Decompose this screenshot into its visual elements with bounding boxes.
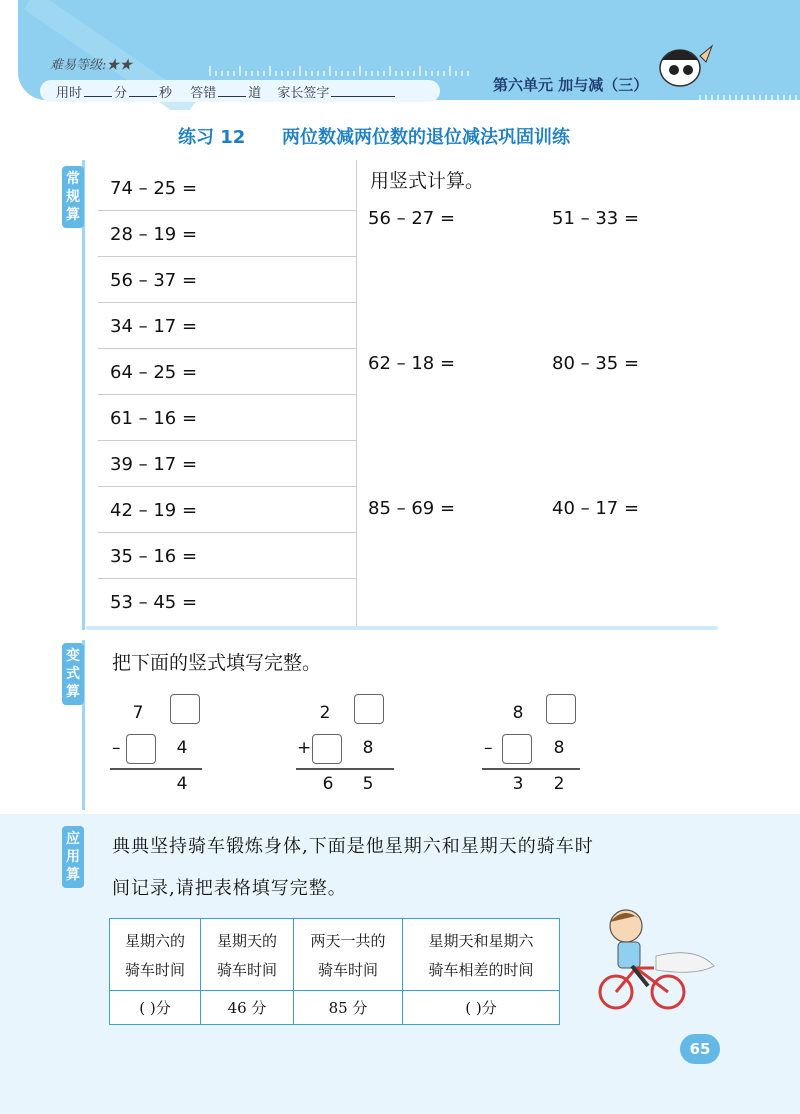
row-divider <box>98 210 356 211</box>
table-cell-answer[interactable]: ( )分 <box>110 991 201 1025</box>
oral-problem: 53 – 45 = <box>110 592 198 613</box>
cartoon-kid-icon <box>660 46 712 86</box>
row-divider <box>98 348 356 349</box>
section-frame <box>82 160 85 630</box>
exercise-label: 练习 12 <box>178 127 246 148</box>
tab-variant: 变式算 <box>62 643 84 705</box>
answer-box[interactable] <box>502 734 532 764</box>
fill-instruction: 把下面的竖式填写完整。 <box>112 652 322 674</box>
row-divider <box>98 256 356 257</box>
word-problem-line-2: 间记录,请把表格填写完整。 <box>112 878 347 899</box>
table-cell: 46 分 <box>201 991 294 1025</box>
row-divider <box>98 532 356 533</box>
row-divider <box>98 578 356 579</box>
table-header-cell: 星期天的 骑车时间 <box>201 919 294 991</box>
vertical-instruction: 用竖式计算。 <box>370 170 485 192</box>
vertical-problem: 85 – 69 = <box>368 498 456 519</box>
oral-problem: 35 – 16 = <box>110 546 198 567</box>
answer-box[interactable] <box>126 734 156 764</box>
time-record: 用时 分 秒 答错 道 家长签字 <box>56 82 395 101</box>
vertical-problem: 62 – 18 = <box>368 353 456 374</box>
table-header-cell: 星期天和星期六 骑车相差的时间 <box>403 919 560 991</box>
oral-problem: 74 – 25 = <box>110 178 198 199</box>
vertical-problem: 51 – 33 = <box>552 208 640 229</box>
vertical-problem: 56 – 27 = <box>368 208 456 229</box>
row-divider <box>98 440 356 441</box>
tab-regular: 常规算 <box>62 166 84 228</box>
table-header-cell: 星期六的 骑车时间 <box>110 919 201 991</box>
row-divider <box>98 302 356 303</box>
answer-box[interactable] <box>546 694 576 724</box>
answer-box[interactable] <box>170 694 200 724</box>
oral-problem: 61 – 16 = <box>110 408 198 429</box>
oral-problem: 56 – 37 = <box>110 270 198 291</box>
vertical-problem: 80 – 35 = <box>552 353 640 374</box>
table-header-cell: 两天一共的 骑车时间 <box>294 919 403 991</box>
oral-problem: 28 – 19 = <box>110 224 198 245</box>
table-cell: 85 分 <box>294 991 403 1025</box>
row-divider <box>98 394 356 395</box>
answer-box[interactable] <box>312 734 342 764</box>
difficulty-label: 难易等级:★★ <box>50 58 133 73</box>
column-divider <box>356 160 357 626</box>
table-cell-answer[interactable]: ( )分 <box>403 991 560 1025</box>
section-divider <box>86 626 718 630</box>
vertical-problem: 40 – 17 = <box>552 498 640 519</box>
row-divider <box>98 486 356 487</box>
word-problem-line-1: 典典坚持骑车锻炼身体,下面是他星期六和星期天的骑车时 <box>112 836 594 857</box>
unit-title: 第六单元 加与减（三） <box>493 76 649 94</box>
oral-problem: 34 – 17 = <box>110 316 198 337</box>
tab-application: 应用算 <box>62 826 84 888</box>
answer-box[interactable] <box>354 694 384 724</box>
boy-riding-bike-illustration <box>596 906 716 1016</box>
oral-problem: 39 – 17 = <box>110 454 198 475</box>
riding-time-table <box>109 918 560 1025</box>
oral-problem: 42 – 19 = <box>110 500 198 521</box>
page-number: 65 <box>680 1034 720 1064</box>
exercise-title: 两位数减两位数的退位减法巩固训练 <box>282 127 570 148</box>
oral-problem: 64 – 25 = <box>110 362 198 383</box>
